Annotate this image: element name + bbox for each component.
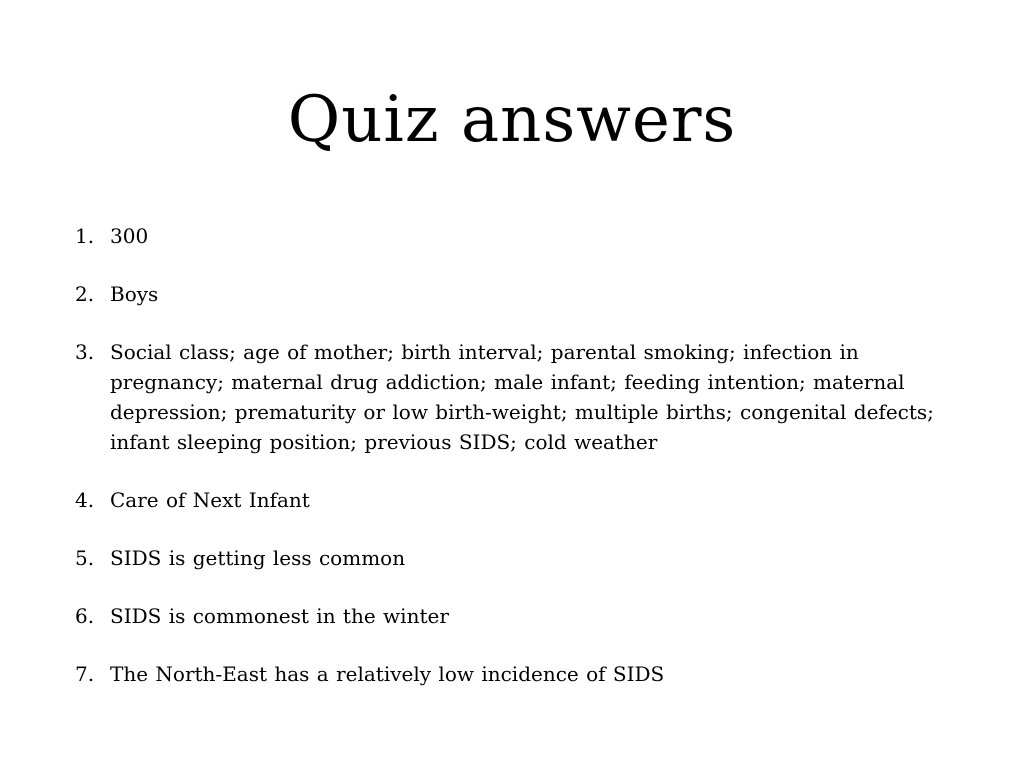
answer-text: Care of Next Infant — [110, 488, 310, 512]
answer-item-5 — [75, 543, 955, 573]
answer-number: 4. — [75, 488, 95, 512]
answer-number: 3. — [75, 340, 95, 364]
answer-item-1 — [75, 221, 955, 251]
slide-title: Quiz answers — [287, 83, 737, 157]
answer-number: 2. — [75, 282, 95, 306]
answer-item-4 — [75, 485, 955, 515]
answer-text: SIDS is getting less common — [110, 546, 406, 570]
answer-number: 7. — [75, 662, 95, 686]
answer-text: The North-East has a relatively low incidence of SIDS — [110, 662, 665, 686]
answer-item-6 — [75, 601, 955, 631]
answer-text: Boys — [110, 282, 159, 306]
answers-list — [75, 221, 955, 717]
answer-item-2 — [75, 279, 955, 309]
answer-number: 6. — [75, 604, 95, 628]
answer-number: 1. — [75, 224, 95, 248]
answer-text: 300 — [110, 224, 149, 248]
answer-text: SIDS is commonest in the winter — [110, 604, 449, 628]
answer-number: 5. — [75, 546, 95, 570]
answer-item-7 — [75, 659, 955, 689]
answer-item-3 — [75, 337, 955, 457]
answer-text: Social class; age of mother; birth interval; parental smoking; infection in pregnancy; maternal drug addiction; male infant; feeding intention; maternal depression; prematurity or low birth-weight; multiple births; congenital defects; infant sleeping position; previous SIDS; cold weather — [110, 340, 934, 454]
